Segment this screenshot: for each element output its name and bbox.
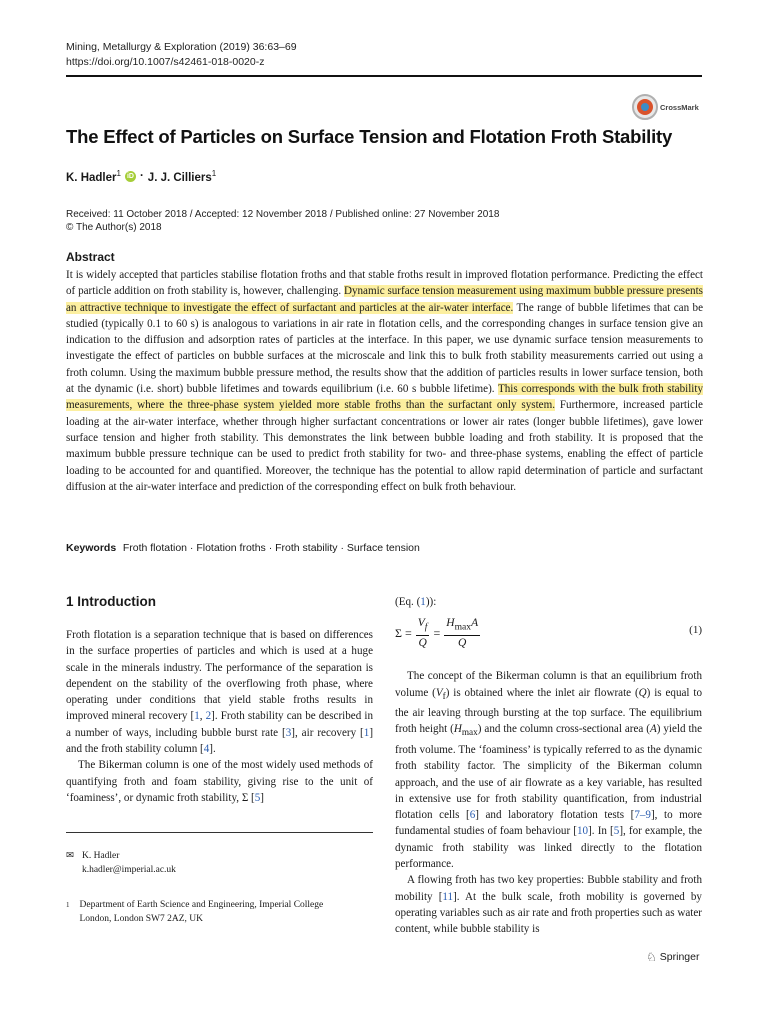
header-rule (66, 75, 702, 77)
citation-link[interactable]: 6 (469, 809, 476, 822)
equation-reference: (Eq. (1)): (395, 596, 437, 608)
abstract-text: It is widely accepted that particles stabilise flotation froths and that stable froths result in improved flotation performance. Predicting the effect of particle addition on froth stability is, however, challenging. Dynamic surface tension measurement using maximum bubble pressure presents an attractive technique to investigate the effect of surfactant and particles at the air-water interface. The range of bubble lifetimes that can be studied (typically 0.1 to 60 s) is analogous to variations in air rate in flotation cells, and the corresponding changes in surface tension give an indication to the diffusion and adsorption rates of particles at the interface. In this paper, we use dynamic surface tension measurements to investigate the effect of particles on bubble surfaces at the microscale and link this to bulk froth stability measurements carried out using a froth column. Using the maximum bubble pressure method, the results show that the addition of particles results in lower surface tension, both at the dynamic (i.e. short) bubble lifetimes and towards equilibrium (i.e. 60 s bubble lifetime). This corresponds with the bulk froth stability measurements, where the three-phase system yielded more stable froths than the surfactant only system. Furthermore, increased particle loading at the air-water interface, whether through higher surfactant concentrations or lower air rates (longer bubble lifetimes), gave lower surface tension and higher froth stability. This demonstrates the link between bubble loading and froth stability. It is proposed that the maximum bubble pressure technique can be used to predict froth stability for two- and three-phase systems, enabling the effect of particle loading to be accounted for and quantified. Moreover, the technique has the potential to allow rapid determination of particle and surfactant diffusion at the air-water interface and prediction of the corresponding effect on bulk froth behaviour. (66, 269, 704, 493)
affiliation-line: London, London SW7 2AZ, UK (79, 914, 203, 924)
crossmark-badge[interactable] (632, 93, 706, 121)
equation (395, 614, 702, 658)
citation-link[interactable]: 10 (577, 825, 589, 838)
mail-icon: ✉ (66, 851, 74, 861)
equation-number: (1) (689, 624, 702, 637)
keywords (66, 542, 420, 554)
abstract-heading: Abstract (66, 250, 115, 264)
crossmark-icon (632, 94, 658, 120)
right-column (395, 594, 702, 937)
author-name[interactable]: K. Hadler$^1$ (66, 169, 121, 184)
citation-link[interactable]: 11 (442, 890, 454, 903)
crossmark-label: CrossMark (660, 102, 699, 112)
copyright-line: © The Author(s) 2018 (66, 222, 162, 233)
citation-link[interactable]: 4 (203, 743, 210, 756)
publication-dates (66, 208, 499, 234)
journal-citation: Mining, Metallurgy & Exploration (2019) 36:63–69 (66, 41, 297, 53)
paper-title: The Effect of Particles on Surface Tension and Flotation Froth Stability (66, 126, 673, 147)
citation-link[interactable]: 2 (205, 710, 212, 723)
affiliation-number: 1 (66, 901, 70, 909)
citation-link[interactable]: 7–9 (634, 809, 651, 822)
author-list (66, 169, 216, 184)
left-column (66, 594, 373, 806)
dates-line: Received: 11 October 2018 / Accepted: 12 November 2018 / Published online: 27 November 2018 (66, 209, 500, 220)
corresponding-name: K. Hadler (81, 851, 120, 861)
eq-fraction: $\frac{H_{max}A}{Q}$ (446, 617, 479, 649)
highlighted-sentence: This corresponds with the bulk froth stability measurements, where the three-phase system yielded more stable froths than the surfactant only system. (66, 383, 703, 412)
citation-link[interactable]: 1 (194, 710, 200, 723)
footnote-rule (66, 832, 373, 833)
author-separator: · (139, 170, 144, 183)
highlighted-sentence: Dynamic surface tension measurement using maximum bubble pressure presents an attractive technique to investigate the effect of surfactant and particles at the air-water interface. (66, 285, 703, 314)
springer-horse-icon: ♘ (646, 950, 657, 964)
eq-equals: = (433, 625, 441, 640)
affiliation (66, 898, 323, 926)
doi-link[interactable]: https://doi.org/10.1007/s42461-018-0020-z (66, 56, 265, 68)
publisher-name: Springer (659, 951, 700, 963)
intro-paragraph: Froth flotation is a separation technique that is based on differences in the surface properties of particles and which is used at a huge scale in the minerals industry. The performance of the separation is dependent on the stability of the overflowing froth phase, where operating under conditions that yield stable froths results in improved mineral recovery [1, 2]. Froth stability can be described in a number of ways, including bubble burst rate [3], air recovery [1] and the froth stability column [4]. (66, 629, 374, 756)
body-paragraph: The concept of the Bikerman column is that an equilibrium froth volume $(V_f)$ is obtained where the inlet air flowrate (Q) is equal to the air leaving through bursting at the top surface. The equilibrium froth height $(H_{max})$ and the column cross-sectional area (A) yield the froth volume. The ‘foaminess’ is typically referred to as the dynamic froth stability factor. The simplicity of the Bikerman column approach, and the use of air flowrate as a key variable, has resulted in extensive use for froth stability quantification, from industrial flotation cells [6] and laboratory flotation tests [7–9], to more fundamental studies of foam behaviour [10]. In [5], for example, the dynamic froth stability was linked directly to the flotation performance. (395, 670, 703, 870)
citation-link[interactable]: 1 (363, 726, 370, 739)
corresponding-author (66, 849, 176, 877)
eq-fraction: $\frac{V_f}{Q}$ (417, 617, 428, 649)
orcid-icon[interactable]: iD (126, 172, 134, 180)
keywords-text: Froth flotation · Flotation froths · Froth stability · Surface tension (122, 542, 420, 554)
journal-header (66, 40, 297, 70)
publisher-footer (646, 950, 699, 964)
affiliation-line: Department of Earth Science and Engineering, Imperial College (79, 900, 324, 910)
intro-paragraph: The Bikerman column is one of the most widely used methods of quantifying froth and foam stability, giving rise to the unit of ‘foaminess’, or dynamic froth stability, Σ [5] (66, 759, 373, 804)
citation-link[interactable]: 5 (613, 825, 620, 838)
body-paragraph: A flowing froth has two key properties: Bubble stability and froth mobility [11]. At the bulk scale, froth mobility is governed by operating variables such as air rate and froth properties such as water content, while bubble stability is (395, 874, 702, 936)
citation-link[interactable]: 3 (285, 726, 292, 739)
keywords-label: Keywords (66, 542, 117, 554)
equation-link[interactable]: 1 (420, 596, 426, 608)
citation-link[interactable]: 5 (254, 791, 261, 804)
email-link[interactable]: k.hadler@imperial.ac.uk (81, 865, 176, 875)
eq-lhs: Σ = (395, 625, 412, 640)
section-heading: 1 Introduction (66, 594, 156, 609)
author-name[interactable]: J. J. Cilliers$^1$ (147, 169, 217, 184)
